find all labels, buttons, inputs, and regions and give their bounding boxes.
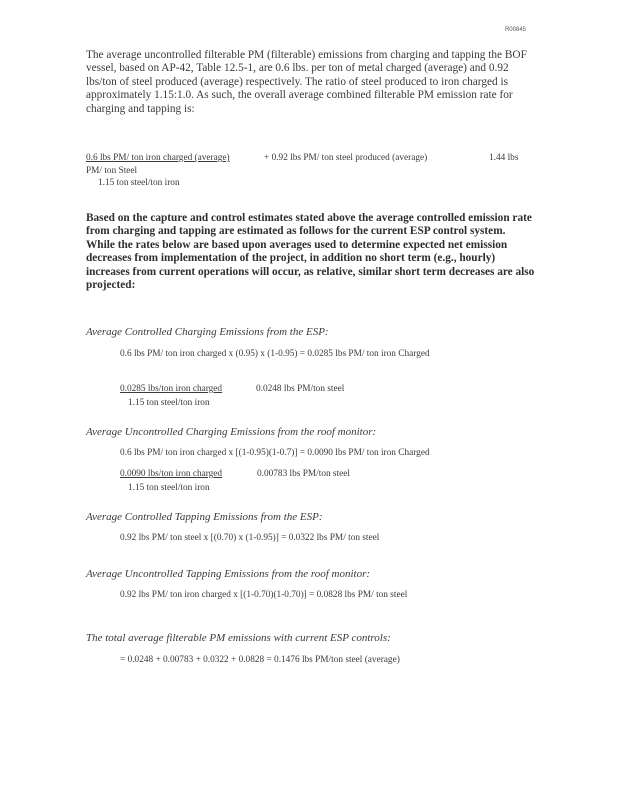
uncontrolled-charging-line1: 0.6 lbs PM/ ton iron charged x [(1-0.95)(1-0.7)] = 0.0090 lbs PM/ ton iron Charged: [120, 448, 430, 458]
controlled-charging-denominator: 1.15 ton steel/ton iron: [128, 398, 210, 408]
uncontrolled-charging-numerator: 0.0090 lbs/ton iron charged: [120, 469, 223, 479]
uncontrolled-tapping-heading: Average Uncontrolled Tapping Emissions from the roof monitor:: [86, 568, 371, 580]
controlled-charging-numerator: 0.0285 lbs/ton iron charged: [120, 384, 223, 394]
uncontrolled-tapping-line1: 0.92 lbs PM/ ton iron charged x [(1-0.70)(1-0.70)] = 0.0828 lbs PM/ ton steel: [120, 590, 408, 600]
total-line1: = 0.0248 + 0.00783 + 0.0322 + 0.0828 = 0.1476 lbs PM/ton steel (average): [120, 655, 400, 665]
total-heading: The total average filterable PM emissions with current ESP controls:: [86, 632, 391, 644]
uncontrolled-charging-result: 0.00783 lbs PM/ton steel: [257, 469, 350, 479]
combined-result-cont: PM/ ton Steel: [86, 166, 138, 176]
controlled-charging-heading: Average Controlled Charging Emissions from the ESP:: [86, 326, 329, 338]
combined-plus: + 0.92 lbs PM/ ton steel produced (average): [264, 153, 428, 163]
combined-denominator: 1.15 ton steel/ton iron: [98, 178, 180, 188]
intro-paragraph: The average uncontrolled filterable PM (filterable) emissions from charging and tapping the BOF vessel, based on AP-42, Table 12.5-1, are 0.6 lbs. per ton of metal charged (average) and 0.92 lbs/ton of steel produced (average) respectively. The ratio of steel produced to iron charged is approximately 1.15:1.0. As such, the overall average combined filterable PM emission rate for charging and tapping is:: [86, 49, 527, 115]
controlled-paragraph: Based on the capture and control estimates stated above the average controlled emission rate from charging and tapping are estimated as follows for the current ESP control system. While the rates below are based upon averages used to determine expected net emission decreases from implementation of the project, in addition no short term (e.g., hourly) increases from current operations will occur, as relative, similar short term decreases are also projected:: [86, 212, 535, 292]
document-id: R00845: [504, 27, 526, 33]
controlled-charging-result: 0.0248 lbs PM/ton steel: [256, 384, 345, 394]
controlled-charging-line1: 0.6 lbs PM/ ton iron charged x (0.95) x (1-0.95) = 0.0285 lbs PM/ ton iron Charged: [120, 349, 430, 359]
combined-numerator-row: [86, 153, 230, 163]
controlled-tapping-line1: 0.92 lbs PM/ ton steel x [(0.70) x (1-0.95)] = 0.0322 lbs PM/ ton steel: [120, 533, 380, 543]
uncontrolled-charging-heading: Average Uncontrolled Charging Emissions from the roof monitor:: [86, 426, 377, 438]
combined-result: 1.44 lbs: [489, 153, 519, 163]
uncontrolled-charging-denominator: 1.15 ton steel/ton iron: [128, 483, 210, 493]
combined-numerator: 0.6 lbs PM/ ton iron charged (average): [86, 153, 230, 163]
controlled-tapping-heading: Average Controlled Tapping Emissions from the ESP:: [86, 511, 323, 523]
